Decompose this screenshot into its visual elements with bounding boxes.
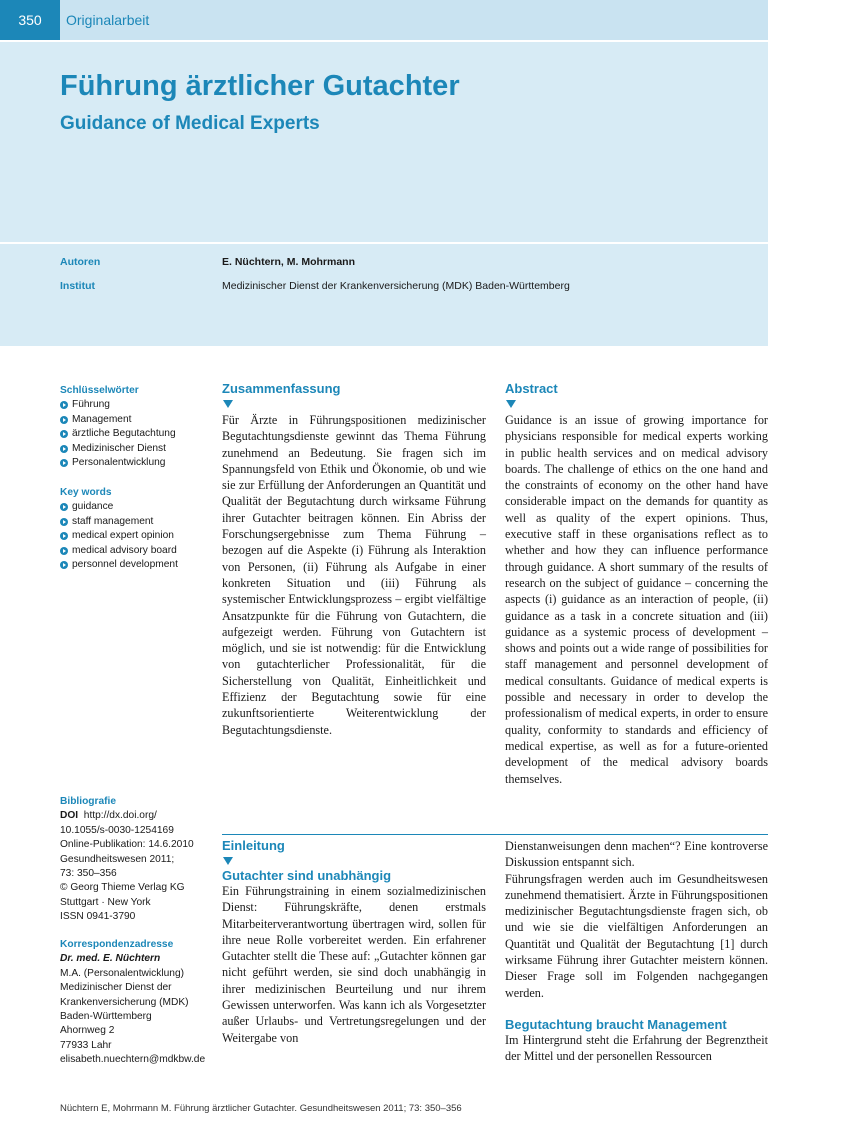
authors-block: [0, 244, 768, 346]
keywords-en: [60, 486, 210, 572]
keyword-item: medical expert opinion: [60, 529, 210, 543]
paragraph: Dienstanweisungen denn machen“? Eine kontroverse Diskussion entspannt sich.: [505, 839, 768, 870]
keywords-de-heading: Schlüsselwörter: [60, 385, 139, 396]
doi-link[interactable]: http://dx.doi.org/: [83, 810, 157, 822]
section-divider: [222, 834, 768, 835]
keyword-item: ärztliche Begutachtung: [60, 427, 210, 441]
bullet-icon: [60, 445, 68, 453]
zusammenfassung-text: Für Ärzte in Führungspositionen medizinischer Begutachtungsdienste gewinnt das Thema Führung zunehmend an Bedeutung. Sie fragen sich im Spannungsfeld von Ethik und Ökonomie, ob und wie sie zur Erfüllung der Anforderungen an Quantität und Qualität der Begutachtung durch wirksame Führung ihrer Gutachter beitragen können. Ein Abriss der Forschungsergebnisse zum Thema Führung – bezogen auf die Aspekte (i) Führung als Interaktion von Personen, (ii) Führung als Aufgabe in einer konkreten Situation und (iii) Führung als systemischer Entwicklungsprozess – ergibt vielfältige Ansatzpunkte für die Führung von Gutachtern, die aufgezeigt werden. Führung von Gutachtern ist möglich, und sie ist notwendig: für die Entwicklung von gutachterlicher Professionalität, für die Sicherstellung von Qualität, Einheitlichkeit und Effizienz der Begutachtung sowie für eine zukunftsorientierte Weiterentwicklung der Begutachtungsdienste.: [222, 413, 486, 737]
keyword-item: Führung: [60, 398, 210, 412]
bib-line: Stuttgart · New York: [60, 896, 151, 908]
keyword-item: Medizinischer Dienst: [60, 442, 210, 456]
paragraph: Im Hintergrund steht die Erfahrung der Begrenztheit der Mittel und der personellen Ressourcen: [505, 1032, 768, 1064]
page-number: 350: [0, 0, 60, 40]
institute-label: Institut: [60, 280, 95, 292]
bullet-icon: [60, 547, 68, 555]
keyword-item: staff management: [60, 515, 210, 529]
address-line: Krankenversicherung (MDK): [60, 996, 189, 1008]
keyword-item: personnel development: [60, 558, 210, 572]
correspondence: [60, 938, 210, 1068]
keyword-item: medical advisory board: [60, 544, 210, 558]
section-label: Originalarbeit: [66, 12, 150, 28]
page-subtitle: Guidance of Medical Experts: [60, 113, 320, 134]
bib-line: Online-Publikation: 14.6.2010: [60, 839, 194, 851]
bib-line: © Georg Thieme Verlag KG: [60, 882, 185, 894]
keyword-item: Personalentwicklung: [60, 456, 210, 470]
bib-line: Gesundheitswesen 2011;: [60, 853, 175, 865]
doi-line: DOI http://dx.doi.org/: [60, 810, 157, 822]
paragraph: Führungsfragen werden auch im Gesundheitswesen zunehmend thematisiert. Ärzte in Führungspositionen medizinischer Begutachtungsdienste fragen sich, ob und wie sie die vielfältigen Anforderungen an Quantität und Qualität der Begutachtung [1] durch wirksame Führung ihrer Gutachter meistern können. Dieser Frage soll im Folgenden nachgegangen werden.: [505, 871, 768, 1000]
bullet-icon: [60, 430, 68, 438]
abstract-section: [505, 381, 768, 787]
authors-label: Autoren: [60, 256, 101, 268]
keyword-item: Management: [60, 413, 210, 427]
address-line: Ahornweg 2: [60, 1025, 115, 1037]
einleitung-text: Ein Führungstraining in einem sozialmedizinischen Dienst: Führungskräfte, denen erstmals Mitarbeiterverantwortung übertragen wird, sollen für ihre neue Rolle vorbereitet werden. Ein erfahrener Gutachter stellt die These auf: „Gutachter können gar nicht geführt werden, sie sind doch unabhängig in ihrer medizinischen Beurteilung und nur ihrem Gewissen unterworfen. Was kann ich als Vorgesetzter außer Urlaubs- und Vertretungsregelungen und der Weitergabe von: [222, 884, 486, 1045]
keywords-de: [60, 384, 210, 470]
triangle-icon: [223, 857, 233, 865]
address-line: Medizinischer Dienst der: [60, 982, 172, 994]
correspondence-heading: Korrespondenzadresse: [60, 939, 174, 950]
zusammenfassung-section: [222, 381, 486, 738]
bibliography-heading: Bibliografie: [60, 796, 117, 807]
bullet-icon: [60, 401, 68, 409]
bib-line: ISSN 0941-3790: [60, 911, 136, 923]
zusammenfassung-heading: Zusammenfassung: [222, 381, 341, 396]
bullet-icon: [60, 459, 68, 467]
address-line: M.A. (Personalentwicklung): [60, 967, 184, 979]
bullet-icon: [60, 561, 68, 569]
email-link[interactable]: elisabeth.nuechtern@mdkbw.de: [60, 1054, 206, 1066]
authors: E. Nüchtern, M. Mohrmann: [222, 256, 356, 268]
bullet-icon: [60, 518, 68, 526]
abstract-heading: Abstract: [505, 381, 558, 396]
correspondence-name: Dr. med. E. Nüchtern: [60, 953, 161, 965]
bibliography: [60, 795, 210, 925]
continuation-section: [505, 838, 768, 1065]
citation-footer: Nüchtern E, Mohrmann M. Führung ärztlicher Gutachter. Gesundheitswesen 2011; 73: 350–356: [60, 1103, 462, 1114]
keywords-en-heading: Key words: [60, 487, 112, 498]
address-line: Baden-Württemberg: [60, 1011, 152, 1023]
institute: Medizinischer Dienst der Krankenversicherung (MDK) Baden-Württemberg: [222, 280, 570, 292]
bullet-icon: [60, 532, 68, 540]
triangle-icon: [223, 400, 233, 408]
page-title: Führung ärztlicher Gutachter: [60, 70, 460, 102]
einleitung-subheading: Gutachter sind unabhängig: [222, 868, 392, 883]
bib-line: 10.1055/s-0030-1254169: [60, 824, 174, 836]
bullet-icon: [60, 416, 68, 424]
keyword-item: guidance: [60, 500, 210, 514]
einleitung-section: [222, 838, 486, 1046]
einleitung-heading: Einleitung: [222, 838, 285, 853]
bib-line: 73: 350–356: [60, 868, 117, 880]
address-line: 77933 Lahr: [60, 1039, 112, 1051]
abstract-text: Guidance is an issue of growing importance for physicians responsible for medical experts working in public health services and on medical advisory boards. The challenge of ethics on the one hand and the constraints of economy on the other hand have considerable impact on the demands for quantity as well as quality of the expert opinions. Thus, executive staff in these organisations reflect as to whether and how they can influence performance through guidance. A short summary of the results of research on the subject of guidance – concerning the aspects (i) guidance as an interaction of people, (ii) guidance as a task in a concrete situation and (iii) guidance as a systemic process of development – shows and points out a wide range of possibilities for staff management and personnel development of medical consultants. Guidance of medical experts is possible and necessary in order to develop the professionalism of medical experts, in order to ensure quality, conformity to standards and efficiency of medical expertise, as well as for a future-oriented development of the medical advisory boards themselves.: [505, 413, 768, 786]
management-subheading: Begutachtung braucht Management: [505, 1016, 727, 1032]
triangle-icon: [506, 400, 516, 408]
bullet-icon: [60, 503, 68, 511]
